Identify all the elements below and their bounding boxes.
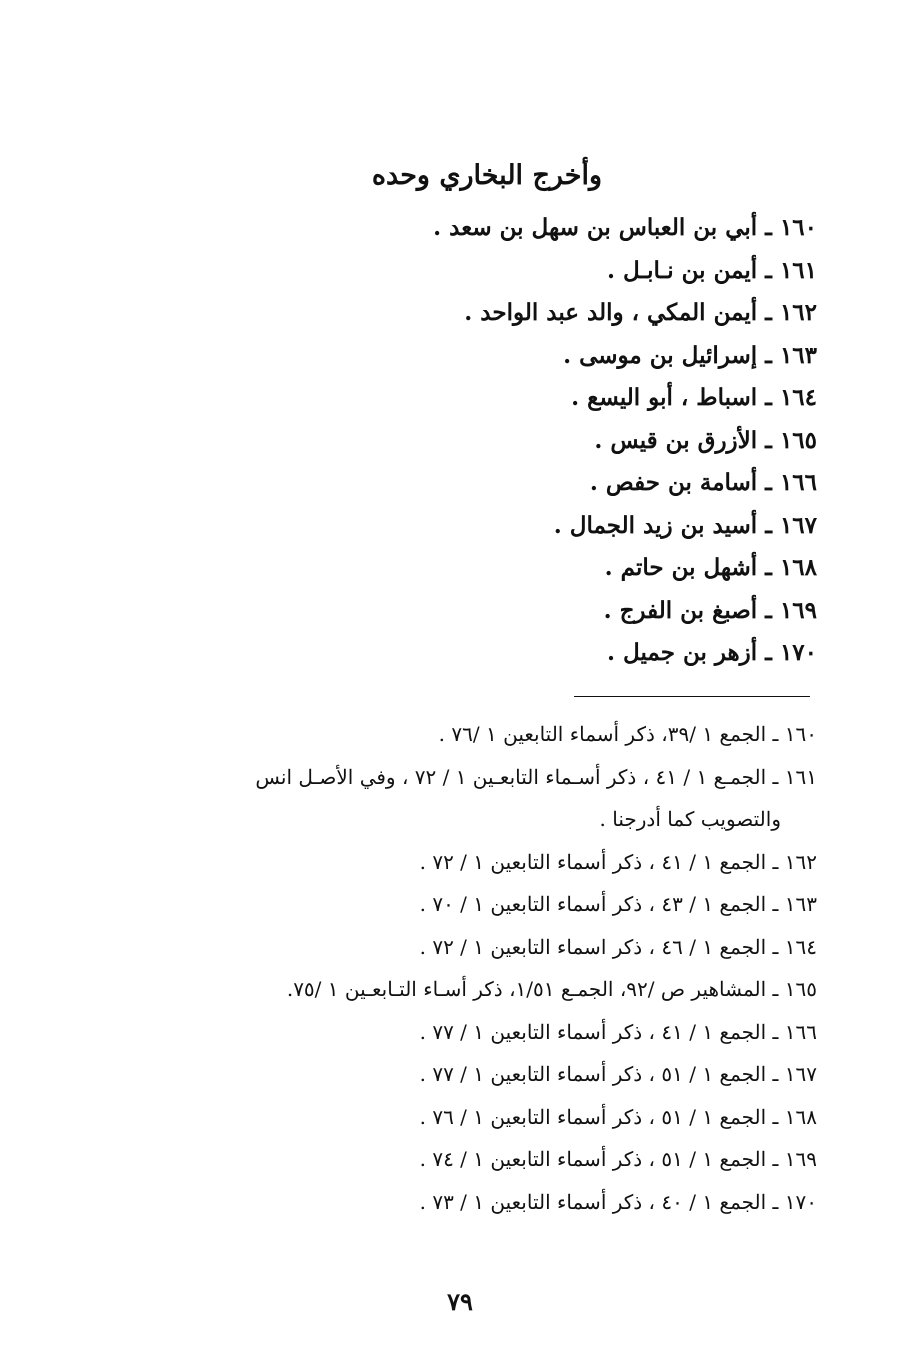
footnote-161: ١٦١ ـ الجمـع ١ / ٤١ ، ذكر أسـماء التابعـين ١ / ٧٢ ، وفي الأصـل انس	[255, 764, 817, 789]
footnote-167: ١٦٧ ـ الجمع ١ / ٥١ ، ذكر أسماء التابعين ١ / ٧٧ .	[419, 1062, 817, 1086]
narrator-entry-167: ١٦٧ ـ أسيد بن زيد الجمال .	[553, 511, 817, 539]
narrator-entry-168: ١٦٨ ـ أشهل بن حاتم .	[604, 554, 817, 581]
footnote-163: ١٦٣ ـ الجمع ١ / ٤٣ ، ذكر أسماء التابعين ١ / ٧٠ .	[419, 892, 817, 916]
narrator-entry-166: ١٦٦ ـ أسامة بن حفص .	[589, 469, 817, 496]
footnote-164: ١٦٤ ـ الجمع ١ / ٤٦ ، ذكر اسماء التابعين ١ / ٧٢ .	[419, 934, 817, 959]
section-heading: وأخرج البخاري وحده	[371, 160, 602, 191]
narrator-entry-169: ١٦٩ ـ أصبغ بن الفرج .	[603, 596, 817, 624]
footnote-list	[255, 713, 817, 1223]
footnote-168: ١٦٨ ـ الجمع ١ / ٥١ ، ذكر أسماء التابعين ١ / ٧٦ .	[419, 1104, 817, 1129]
narrator-entry-163: ١٦٣ ـ إسرائيل بن موسى .	[563, 341, 817, 369]
narrator-entry-162: ١٦٢ ـ أيمن المكي ، والد عبد الواحد .	[464, 299, 817, 326]
footnote-162: ١٦٢ ـ الجمع ١ / ٤١ ، ذكر أسماء التابعين ١ / ٧٢ .	[419, 849, 817, 874]
narrator-entry-161: ١٦١ ـ أيمن بن نـابـل .	[606, 256, 817, 284]
footnote-divider	[574, 696, 810, 697]
footnote-166: ١٦٦ ـ الجمع ١ / ٤١ ، ذكر أسماء التابعين ١ / ٧٧ .	[419, 1019, 817, 1044]
footnote-169: ١٦٩ ـ الجمع ١ / ٥١ ، ذكر أسماء التابعين ١ / ٧٤ .	[419, 1147, 817, 1171]
narrator-entry-164: ١٦٤ ـ اسباط ، أبو اليسع .	[571, 384, 817, 411]
footnote-160: ١٦٠ ـ الجمع ١ /٣٩، ذكر أسماء التابعين ١ /٧٦ .	[438, 722, 817, 746]
footnote-170: ١٧٠ ـ الجمع ١ / ٤٠ ، ذكر أسماء التابعين ١ / ٧٣ .	[419, 1189, 817, 1214]
narrator-entry-165: ١٦٥ ـ الأزرق بن قيس .	[594, 426, 817, 454]
footnote-161-continuation: والتصويب كما أدرجنا .	[599, 807, 781, 831]
narrator-entry-160: ١٦٠ ـ أبي بن العباس بن سهل بن سعد .	[433, 214, 817, 241]
page-number: ٧٩	[447, 1287, 473, 1316]
narrator-list	[433, 207, 817, 675]
narrator-entry-170: ١٧٠ ـ أزهر بن جميل .	[607, 639, 817, 666]
footnote-165: ١٦٥ ـ المشاهير ص /٩٢، الجمـع ١/٥١، ذكر أسـاء التـابعـين ١ /٧٥.	[286, 977, 817, 1001]
